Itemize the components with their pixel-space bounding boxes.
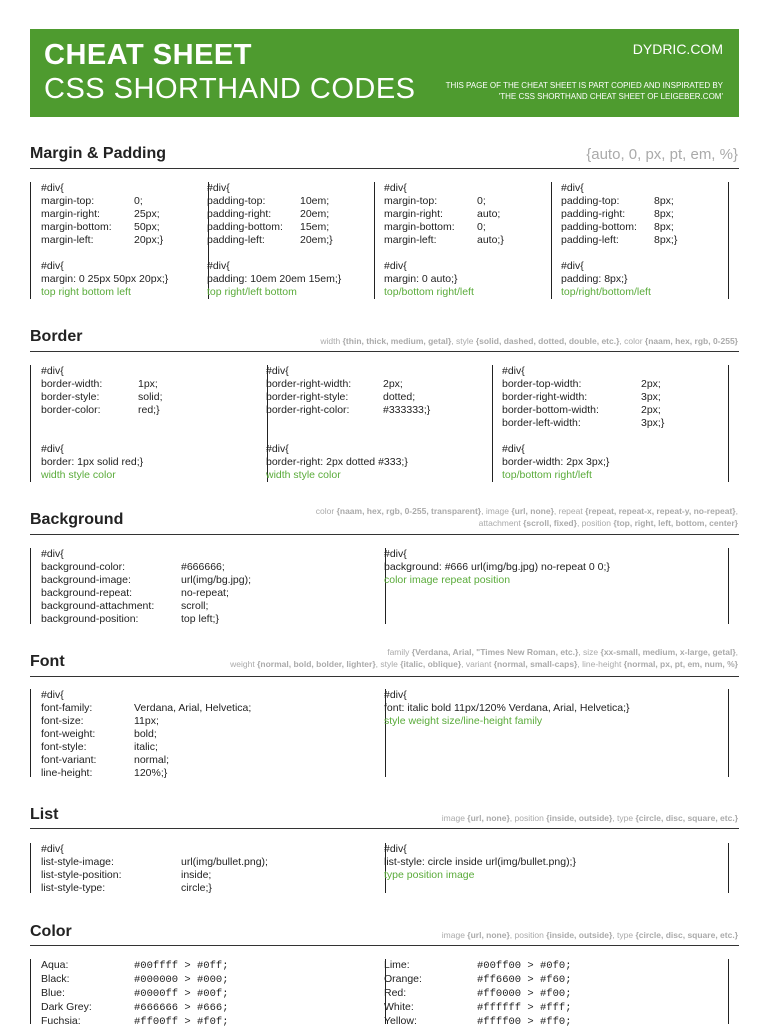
code-open: #div{ bbox=[41, 843, 64, 855]
color-hex: #ffffff > #fff; bbox=[477, 1002, 572, 1014]
code-open: #div{ bbox=[502, 365, 525, 377]
shorthand-order: top/right/bottom/left bbox=[561, 286, 651, 298]
code-property bbox=[41, 600, 385, 613]
color-row bbox=[41, 1001, 385, 1015]
hint-label: width bbox=[320, 336, 343, 346]
property-value: 3px;} bbox=[641, 417, 665, 429]
spacer bbox=[207, 247, 374, 260]
property-name: margin-bottom: bbox=[41, 221, 112, 233]
color-name: Orange: bbox=[384, 973, 422, 985]
color-row bbox=[41, 1015, 385, 1029]
property-value: 8px; bbox=[654, 221, 674, 233]
code-property bbox=[207, 221, 374, 234]
hint-values: {normal, small-caps} bbox=[493, 659, 578, 669]
color-hex: #ff0000 > #f00; bbox=[477, 988, 572, 1000]
hint-label: , style bbox=[451, 336, 476, 346]
color-row bbox=[384, 1001, 728, 1015]
property-value: Verdana, Arial, Helvetica; bbox=[134, 702, 252, 714]
code-open: #div{ bbox=[207, 260, 230, 272]
property-value: 0; bbox=[134, 195, 143, 207]
color-row bbox=[384, 1015, 728, 1029]
property-value: red;} bbox=[138, 404, 160, 416]
hint-values: {url, none} bbox=[511, 506, 554, 516]
code-property bbox=[384, 208, 551, 221]
code-property bbox=[41, 767, 385, 780]
hint-label: , style bbox=[375, 659, 401, 669]
code-block bbox=[384, 689, 729, 777]
property-name: background-repeat: bbox=[41, 587, 133, 599]
hint-label: weight bbox=[230, 659, 258, 669]
color-name: Dark Grey: bbox=[41, 1001, 92, 1013]
property-name: padding-right: bbox=[207, 208, 272, 220]
section-divider bbox=[30, 828, 739, 829]
hint-values: {Verdana, Arial, "Times New Roman, etc.} bbox=[411, 647, 579, 657]
property-name: border-width: bbox=[41, 378, 103, 390]
property-value: 11px; bbox=[134, 715, 159, 727]
code-property bbox=[41, 613, 385, 626]
code-open: #div{ bbox=[384, 182, 407, 194]
shorthand-code: border-right: 2px dotted #333;} bbox=[266, 456, 408, 468]
property-value: url(img/bullet.png); bbox=[181, 856, 268, 868]
property-name: line-height: bbox=[41, 767, 93, 779]
color-name: Fuchsia: bbox=[41, 1015, 81, 1027]
shorthand-code: margin: 0 auto;} bbox=[384, 273, 458, 285]
shorthand-code: list-style: circle inside url(img/bullet.png);} bbox=[384, 856, 576, 868]
color-hex: #0000ff > #00f; bbox=[134, 988, 229, 1000]
property-value: 20em; bbox=[300, 208, 330, 220]
code-property bbox=[41, 882, 385, 895]
hint-label: , position bbox=[576, 518, 614, 528]
property-value: inside; bbox=[181, 869, 212, 881]
property-name: list-style-image: bbox=[41, 856, 114, 868]
code-property bbox=[41, 587, 385, 600]
property-name: margin-left: bbox=[384, 234, 437, 246]
hint-values: {normal, px, pt, em, num, %} bbox=[623, 659, 738, 669]
hint-label: family bbox=[387, 647, 412, 657]
property-value: 20em;} bbox=[300, 234, 333, 246]
property-value: italic; bbox=[134, 741, 158, 753]
property-value: 50px; bbox=[134, 221, 160, 233]
shorthand-order: top right bottom left bbox=[41, 286, 131, 298]
hint-values: {inside, outside} bbox=[546, 930, 613, 940]
code-property bbox=[207, 195, 374, 208]
spacer bbox=[41, 247, 208, 260]
hint-label: , image bbox=[481, 506, 512, 516]
code-property bbox=[502, 404, 728, 417]
section-divider bbox=[30, 351, 739, 352]
property-value: #666666; bbox=[181, 561, 225, 573]
hint-label: , type bbox=[612, 813, 636, 823]
spacer bbox=[266, 417, 492, 430]
code-property bbox=[561, 195, 728, 208]
property-value: 2px; bbox=[641, 404, 661, 416]
shorthand-order: top/bottom right/left bbox=[502, 469, 592, 481]
hint-values: {naam, hex, rgb, 0-255} bbox=[644, 336, 738, 346]
property-name: border-color: bbox=[41, 404, 101, 416]
color-name: Blue: bbox=[41, 987, 65, 999]
color-row bbox=[384, 973, 728, 987]
property-name: border-style: bbox=[41, 391, 100, 403]
property-name: border-top-width: bbox=[502, 378, 582, 390]
property-name: padding-bottom: bbox=[561, 221, 637, 233]
hint-label: , variant bbox=[461, 659, 494, 669]
section-divider bbox=[30, 534, 739, 535]
code-block bbox=[30, 548, 386, 624]
property-value: normal; bbox=[134, 754, 170, 766]
property-value: 10em; bbox=[300, 195, 330, 207]
code-open: #div{ bbox=[41, 689, 64, 701]
shorthand-order: width style color bbox=[266, 469, 341, 481]
property-name: padding-left: bbox=[207, 234, 265, 246]
code-property bbox=[266, 404, 492, 417]
code-property bbox=[207, 234, 374, 247]
property-value: dotted; bbox=[383, 391, 416, 403]
shorthand-code: border-width: 2px 3px;} bbox=[502, 456, 610, 468]
code-property bbox=[384, 221, 551, 234]
code-property bbox=[561, 234, 728, 247]
hint-values: {top, right, left, bottom, center} bbox=[613, 518, 738, 528]
code-property bbox=[41, 869, 385, 882]
property-value: auto; bbox=[477, 208, 501, 220]
property-name: margin-right: bbox=[41, 208, 100, 220]
property-value: scroll; bbox=[181, 600, 209, 612]
shorthand-code: border: 1px solid red;} bbox=[41, 456, 144, 468]
code-property bbox=[207, 208, 374, 221]
code-open: #div{ bbox=[384, 689, 407, 701]
color-row bbox=[41, 973, 385, 987]
code-open: #div{ bbox=[384, 548, 407, 560]
property-name: border-right-width: bbox=[502, 391, 588, 403]
code-block bbox=[384, 843, 729, 893]
code-open: #div{ bbox=[207, 182, 230, 194]
property-name: margin-left: bbox=[41, 234, 94, 246]
shorthand-order: type position image bbox=[384, 869, 475, 881]
hint-values: {normal, bold, bolder, lighter} bbox=[257, 659, 376, 669]
property-name: padding-top: bbox=[207, 195, 266, 207]
color-hex: #ffff00 > #ff0; bbox=[477, 1016, 572, 1028]
page-subtitle: CSS SHORTHAND CODES bbox=[44, 73, 416, 105]
code-property bbox=[384, 234, 551, 247]
code-block bbox=[384, 548, 729, 624]
color-row bbox=[384, 959, 728, 973]
shorthand-code: font: italic bold 11px/120% Verdana, Arial, Helvetica;} bbox=[384, 702, 630, 714]
section-hint-list bbox=[442, 812, 738, 824]
hint-values: {circle, disc, square, etc.} bbox=[635, 813, 738, 823]
shorthand-code: margin: 0 25px 50px 20px;} bbox=[41, 273, 169, 285]
color-hex: #000000 > #000; bbox=[134, 974, 229, 986]
color-name: Black: bbox=[41, 973, 70, 985]
property-name: margin-top: bbox=[384, 195, 438, 207]
spacer bbox=[41, 430, 267, 443]
section-hint-border bbox=[320, 335, 738, 347]
hint-label: attachment bbox=[478, 518, 524, 528]
section-title-margin: Margin & Padding bbox=[30, 145, 166, 162]
property-value: top left;} bbox=[181, 613, 219, 625]
property-value: 0; bbox=[477, 221, 486, 233]
property-name: border-right-width: bbox=[266, 378, 352, 390]
code-property bbox=[41, 195, 208, 208]
hint-label: , size bbox=[578, 647, 601, 657]
property-name: background-attachment: bbox=[41, 600, 155, 612]
property-name: border-right-style: bbox=[266, 391, 349, 403]
property-value: #333333;} bbox=[383, 404, 431, 416]
code-property bbox=[41, 234, 208, 247]
color-hex: #ff6600 > #f60; bbox=[477, 974, 572, 986]
shorthand-order: top/bottom right/left bbox=[384, 286, 474, 298]
hint-label: , bbox=[735, 506, 738, 516]
property-value: bold; bbox=[134, 728, 157, 740]
color-hex: #00ff00 > #0f0; bbox=[477, 960, 572, 972]
code-property bbox=[561, 221, 728, 234]
spacer bbox=[502, 430, 728, 443]
color-name: Aqua: bbox=[41, 959, 69, 971]
section-divider bbox=[30, 168, 739, 169]
color-name: Red: bbox=[384, 987, 407, 999]
code-open: #div{ bbox=[41, 182, 64, 194]
code-open: #div{ bbox=[41, 443, 64, 455]
code-property bbox=[41, 728, 385, 741]
property-name: font-weight: bbox=[41, 728, 96, 740]
hint-label: , line-height bbox=[577, 659, 624, 669]
color-hex: #00ffff > #0ff; bbox=[134, 960, 229, 972]
property-name: border-right-color: bbox=[266, 404, 350, 416]
property-value: 8px; bbox=[654, 208, 674, 220]
property-value: 2px; bbox=[383, 378, 403, 390]
code-property bbox=[41, 404, 267, 417]
code-block bbox=[384, 182, 552, 299]
code-property bbox=[384, 195, 551, 208]
property-value: solid; bbox=[138, 391, 163, 403]
code-block bbox=[502, 365, 729, 482]
property-name: font-family: bbox=[41, 702, 93, 714]
hint-label: , type bbox=[612, 930, 636, 940]
property-value: auto;} bbox=[477, 234, 504, 246]
code-open: #div{ bbox=[41, 260, 64, 272]
code-open: #div{ bbox=[266, 443, 289, 455]
code-property bbox=[41, 754, 385, 767]
code-property bbox=[41, 741, 385, 754]
shorthand-order: width style color bbox=[41, 469, 116, 481]
shorthand-order: top right/left bottom bbox=[207, 286, 297, 298]
code-open: #div{ bbox=[502, 443, 525, 455]
property-value: 0; bbox=[477, 195, 486, 207]
code-open: #div{ bbox=[41, 548, 64, 560]
property-name: background-image: bbox=[41, 574, 131, 586]
property-name: margin-bottom: bbox=[384, 221, 455, 233]
site-link[interactable]: DYDRIC.COM bbox=[632, 41, 723, 57]
color-name: Yellow: bbox=[384, 1015, 417, 1027]
property-value: 1px; bbox=[138, 378, 158, 390]
section-title-border: Border bbox=[30, 328, 83, 345]
property-value: 8px; bbox=[654, 195, 674, 207]
code-property bbox=[41, 378, 267, 391]
property-name: font-size: bbox=[41, 715, 84, 727]
code-open: #div{ bbox=[384, 843, 407, 855]
property-value: 15em; bbox=[300, 221, 330, 233]
code-property bbox=[561, 208, 728, 221]
page-title: CHEAT SHEET bbox=[44, 39, 252, 71]
shorthand-code: padding: 8px;} bbox=[561, 273, 628, 285]
spacer bbox=[266, 430, 492, 443]
property-name: background-color: bbox=[41, 561, 126, 573]
section-hint-font bbox=[230, 646, 738, 670]
property-name: margin-right: bbox=[384, 208, 443, 220]
hint-values: {url, none} bbox=[467, 813, 510, 823]
color-row bbox=[384, 987, 728, 1001]
property-value: 2px; bbox=[641, 378, 661, 390]
property-value: 8px;} bbox=[654, 234, 678, 246]
color-name: White: bbox=[384, 1001, 414, 1013]
hint-label: , color bbox=[619, 336, 645, 346]
code-property bbox=[41, 715, 385, 728]
code-property bbox=[41, 574, 385, 587]
code-open: #div{ bbox=[266, 365, 289, 377]
hint-values: {solid, dashed, dotted, double, etc.} bbox=[475, 336, 620, 346]
code-property bbox=[502, 417, 728, 430]
shorthand-code: padding: 10em 20em 15em;} bbox=[207, 273, 342, 285]
property-name: font-style: bbox=[41, 741, 87, 753]
code-property bbox=[41, 221, 208, 234]
shorthand-code: background: #666 url(img/bg.jpg) no-repeat 0 0;} bbox=[384, 561, 610, 573]
color-hex: #ff00ff > #f0f; bbox=[134, 1016, 229, 1028]
hint-label: , position bbox=[509, 930, 547, 940]
attribution-note: THIS PAGE OF THE CHEAT SHEET IS PART COPIED AND INSPIRATED BY 'THE CSS SHORTHAND CHEAT SHEET OF LEIGEBER.COM' bbox=[445, 81, 723, 101]
hint-values: {naam, hex, rgb, 0-255, transparent} bbox=[336, 506, 482, 516]
property-name: font-variant: bbox=[41, 754, 97, 766]
section-title-color: Color bbox=[30, 923, 72, 940]
section-title-background: Background bbox=[30, 511, 124, 528]
hint-label: color bbox=[315, 506, 337, 516]
code-block bbox=[30, 843, 386, 893]
property-name: padding-top: bbox=[561, 195, 620, 207]
property-name: background-position: bbox=[41, 613, 139, 625]
property-value: 20px;} bbox=[134, 234, 164, 246]
code-property bbox=[502, 378, 728, 391]
hint-label: , bbox=[735, 647, 738, 657]
property-name: padding-right: bbox=[561, 208, 626, 220]
color-block bbox=[30, 959, 386, 1028]
color-row bbox=[41, 959, 385, 973]
hint-values: {italic, oblique} bbox=[400, 659, 462, 669]
section-divider bbox=[30, 676, 739, 677]
section-divider bbox=[30, 945, 739, 946]
hint-values: {url, none} bbox=[467, 930, 510, 940]
code-property bbox=[502, 391, 728, 404]
code-property bbox=[41, 208, 208, 221]
property-name: border-bottom-width: bbox=[502, 404, 599, 416]
property-name: list-style-position: bbox=[41, 869, 122, 881]
color-hex: #666666 > #666; bbox=[134, 1002, 229, 1014]
hint-values: {circle, disc, square, etc.} bbox=[635, 930, 738, 940]
code-block bbox=[30, 182, 209, 299]
property-name: border-left-width: bbox=[502, 417, 581, 429]
spacer bbox=[561, 247, 728, 260]
hint-values: {inside, outside} bbox=[546, 813, 613, 823]
property-value: circle;} bbox=[181, 882, 212, 894]
code-block bbox=[30, 365, 268, 482]
property-value: 25px; bbox=[134, 208, 160, 220]
section-hint-margin: {auto, 0, px, pt, em, %} bbox=[586, 146, 738, 163]
code-property bbox=[41, 856, 385, 869]
property-value: 3px; bbox=[641, 391, 661, 403]
property-name: padding-bottom: bbox=[207, 221, 283, 233]
spacer bbox=[41, 417, 267, 430]
property-name: list-style-type: bbox=[41, 882, 106, 894]
hint-values: {scroll, fixed} bbox=[523, 518, 577, 528]
property-name: margin-top: bbox=[41, 195, 95, 207]
section-hint-color bbox=[442, 929, 738, 941]
code-open: #div{ bbox=[384, 260, 407, 272]
hint-values: {repeat, repeat-x, repeat-y, no-repeat} bbox=[585, 506, 736, 516]
color-block bbox=[384, 959, 729, 1028]
hint-label: , position bbox=[509, 813, 547, 823]
hint-label: image bbox=[441, 930, 468, 940]
code-property bbox=[41, 561, 385, 574]
section-title-list: List bbox=[30, 806, 59, 823]
property-value: no-repeat; bbox=[181, 587, 229, 599]
property-name: padding-left: bbox=[561, 234, 619, 246]
color-row bbox=[41, 987, 385, 1001]
code-block bbox=[561, 182, 729, 299]
hint-label: image bbox=[441, 813, 468, 823]
code-property bbox=[266, 378, 492, 391]
code-property bbox=[266, 391, 492, 404]
section-hint-background bbox=[316, 505, 738, 529]
property-value: 120%;} bbox=[134, 767, 168, 779]
code-open: #div{ bbox=[41, 365, 64, 377]
code-property bbox=[41, 391, 267, 404]
header-banner bbox=[30, 29, 739, 117]
code-block bbox=[207, 182, 375, 299]
section-title-font: Font bbox=[30, 653, 65, 670]
spacer bbox=[384, 247, 551, 260]
code-open: #div{ bbox=[561, 182, 584, 194]
code-block bbox=[30, 689, 386, 777]
code-block bbox=[266, 365, 493, 482]
color-name: Lime: bbox=[384, 959, 410, 971]
code-property bbox=[41, 702, 385, 715]
code-open: #div{ bbox=[561, 260, 584, 272]
hint-values: {xx-small, medium, x-large, getal} bbox=[600, 647, 736, 657]
shorthand-order: color image repeat position bbox=[384, 574, 511, 586]
hint-label: , repeat bbox=[553, 506, 586, 516]
shorthand-order: style weight size/line-height family bbox=[384, 715, 543, 727]
hint-values: {thin, thick, medium, getal} bbox=[342, 336, 452, 346]
property-value: url(img/bg.jpg); bbox=[181, 574, 252, 586]
